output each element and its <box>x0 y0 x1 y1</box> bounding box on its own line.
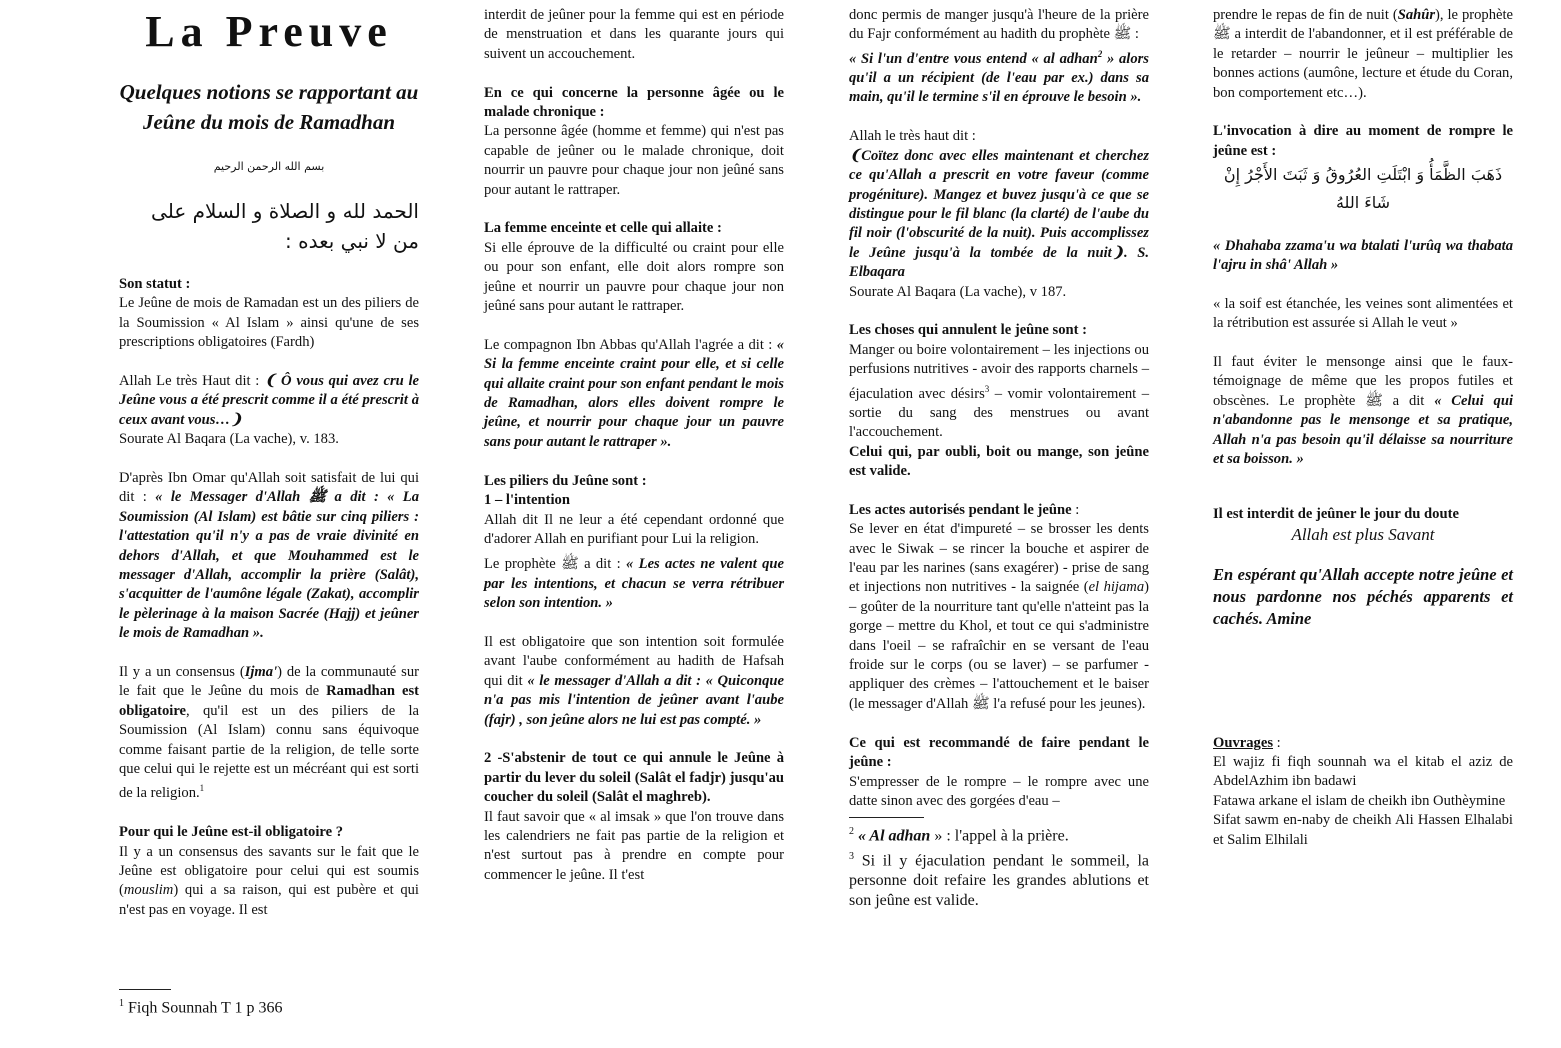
ijma-term: Ijma' <box>244 664 278 681</box>
ouvrage-item: El wajiz fi fiqh sounnah wa el kitab el aziz de AbdelAzhim ibn badawi <box>1213 754 1513 790</box>
verse-187-ref: Sourate Al Baqara (La vache), v 187. <box>849 283 1067 300</box>
ibn-omar-intro: D'après Ibn Omar qu'Allah soit satisfait de lui qui dit : <box>119 470 419 506</box>
ouvrages-heading: Ouvrages <box>1213 734 1273 751</box>
col4-continuation <box>1213 6 1513 103</box>
annule-text-a: Manger ou boire volontairement – les injections ou perfusions nutritives - avoir des rapports charnels – éjaculation avec désirs <box>849 341 1149 402</box>
adhan-hadith <box>849 45 1149 108</box>
recommande-heading: Ce qui est recommandé de faire pendant le jeûne : <box>849 734 1149 771</box>
autorise-heading: Les actes autorisés pendant le jeûne <box>849 501 1072 518</box>
mensonge-paragraph <box>1213 353 1513 469</box>
recommande-paragraph: S'empresser de le rompre – le rompre avec une datte sinon avec des gorgées d'eau – <box>849 773 1149 809</box>
ijma-paragraph <box>119 663 419 804</box>
col4-cont-a: prendre le repas de fin de nuit ( <box>1213 7 1398 23</box>
pilier-1-heading: 1 – l'intention <box>484 492 570 509</box>
mensonge-hadith: « Celui qui n'abandonne pas le mensonge et sa pratique, Allah n'a pas besoin qu'il délaisse sa nourriture et sa boisson. » <box>1213 392 1514 468</box>
footnote-rule <box>119 989 171 990</box>
footnote-2-term: « Al adhan <box>858 827 931 845</box>
autorise-text-b: ) – goûter de la nourriture tant qu'elle n'atteint pas la gorge – mettre du Khol, et tout ce qui s'administre dans l'oeil – se rafraîchir en se versant de l'eau froide sur le corps (ou se laver) – se parfumer - appliquer des crèmes – l'attouchement et le baiser (le messager d'Allah ﷺ l'a refusé pour les jeunes). <box>849 579 1149 712</box>
footnote-2-num: 2 <box>849 826 854 838</box>
ibn-omar-hadith: « le Messager d'Allah ﷺ a dit : « La Soumission (Al Islam) est bâtie sur cinq piliers : l'attestation qu'il n'y a pas de vraie divinité en dehors d'Allah, et que Mouhammed est le messager d'Allah, accomplir la prière (Salât), s'acquitter de l'aumône légale (Zakat), accomplir le pèlerinage à la maison Sacrée (Hajj) et jeûner le mois de Ramadhan ». <box>119 489 420 642</box>
basmala: بسم الله الرحمن الرحيم <box>213 159 325 173</box>
pilier-1-text: Allah dit Il ne leur a été cependant ordonné que d'adorer Allah en purifiant pour Lui la religion. <box>484 511 784 547</box>
autorise-text-a: Se lever en état d'impureté – se brosser les dents avec le Siwak – se rincer la bouche et aspirer de l'eau par les narines (sans exagérer) - prise de sang et injections non nutritives - la saignée ( <box>849 521 1149 596</box>
ijma-text-a: Il y a un consensus ( <box>119 664 245 681</box>
sahur-term: Sahûr <box>1397 7 1436 23</box>
ibn-abbas-hadith: « Si la femme enceinte craint pour elle, et si celle qui allaite craint pour son enfant pendant le mois de Ramadhan, alors elles doivent rompre le jeûne, et nourrir pour chaque jour un pauvre sans pour autant le rattraper ». <box>484 336 784 450</box>
document-title: La Preuve <box>145 7 393 56</box>
verse-187-paragraph <box>849 127 1149 302</box>
enceinte-heading: La femme enceinte et celle qui allaite : <box>484 220 722 237</box>
verse-183-ref: Sourate Al Baqara (La vache), v. 183. <box>119 431 339 448</box>
obligatoire-paragraph <box>119 843 419 921</box>
agee-heading: En ce qui concerne la personne âgée ou le malade chronique : <box>484 84 784 121</box>
column-3 <box>849 6 1149 911</box>
annule-text-b: – vomir volontairement – sortie du sang des menstrues ou avant l'accouchement. <box>849 385 1149 441</box>
footnote-3 <box>849 847 1149 911</box>
footnote-2-text: » : l'appel à la prière. <box>930 827 1069 845</box>
statut-paragraph: Le Jeûne de mois de Ramadan est un des piliers de la Soumission « Al Islam » ainsi qu'une de ses prescriptions obligatoires (Fardh) <box>119 295 419 351</box>
col4-cont-b: ), le prophète ﷺ a interdit de l'abandonner, et il est préférable de le retarder – nourrir le jeûneur – multiplier les bonnes actions (aumône, lecture et étude du Coran, bon comportement etc…). <box>1213 7 1513 101</box>
invocation-translation: « la soif est étanchée, les veines sont alimentées et la rétribution est assurée si Allah le veut » <box>1213 295 1513 332</box>
col2-continuation: interdit de jeûner pour la femme qui est en période de menstruation et dans les quarante jours qui suivent un accouchement. <box>484 7 784 62</box>
footnote-1 <box>119 985 419 1018</box>
intention-hadith-paragraph <box>484 555 784 613</box>
invocation-heading: L'invocation à dire au moment de rompre le jeûne est : <box>1213 123 1513 159</box>
verse-183-text: ❨ Ô vous qui avez cru le Jeûne vous a été prescrit comme il a été prescrit à ceux avant vous…❩ <box>119 372 419 428</box>
document-subtitle: Quelques notions se rapportant au Jeûne du mois de Ramadhan <box>119 80 419 135</box>
pilier-2-heading: 2 -S'abstenir de tout ce qui annule le Jeûne à partir du lever du soleil (Salât el fadjr) jusqu'au coucher du soleil (Salât el maghreb). <box>484 750 784 806</box>
ijma-text-b: ) de la communauté sur le fait que le Jeûne du mois de <box>119 664 419 700</box>
footnote-ref-2: 2 <box>1097 48 1103 59</box>
footnote-ref-3: 3 <box>984 383 990 394</box>
oubli-statement: Celui qui, par oubli, boit ou mange, son jeûne est valide. <box>849 443 1149 480</box>
verse-187-text: ❨Coïtez donc avec elles maintenant et cherchez ce qu'Allah a prescrit en votre faveur (comme progéniture). Mangez et buvez jusqu'à ce que se distingue pour le fil blanc (la clarté) de l'aube du fil noir (l'obscurité de la nuit). Puis accomplissez le Jeûne jusqu'à la tombée de la nuit❩. S. Elbaqara <box>849 147 1149 281</box>
annule-heading: Les choses qui annulent le jeûne sont : <box>849 322 1087 339</box>
intention-hadith-intro: Le prophète ﷺ a dit : <box>484 556 621 573</box>
ibn-omar-paragraph <box>119 469 419 644</box>
imsak-paragraph: Il faut savoir que « al imsak » que l'on trouve dans les calendriers ne fait pas partie de la religion et n'est surtout pas à prendre en compte pour commencer le jeûne. Il t'est <box>484 808 784 883</box>
mensonge-intro: Il faut éviter le mensonge ainsi que le faux-témoignage de même que les propos futiles et obscènes. Le prophète ﷺ a dit <box>1213 354 1513 409</box>
piliers-heading: Les piliers du Jeûne sont : <box>484 472 647 489</box>
ijma-text-c: , qu'il est un des piliers de la Soumission (Al Islam) connu sans équivoque comme faisant partie de la religion, de telle sorte que celui qui le rejette est un mécréant qui est sorti de la religion. <box>119 702 419 802</box>
agee-paragraph: La personne âgée (homme et femme) qui n'est pas capable de jeûner ou le malade chronique, doit nourrir un pauvre pour chaque jour non jeûné sans pour autant le rattraper. <box>484 123 784 198</box>
ouvrages-heading-line <box>1213 734 1513 753</box>
ouvrage-item: Sifat sawm en-naby de cheikh Ali Hassen Elhalabi et Salim Elhilali <box>1213 812 1513 848</box>
enceinte-paragraph: Si elle éprouve de la difficulté ou craint pour elle ou pour son enfant, elle doit alors rompre son jeûne et nourrir un pauvre pour chaque jour non jeûné sans pour autant le rattraper. <box>484 239 784 315</box>
intention-hadith-text: « Les actes ne valent que par les intentions, et chacun se verra rétribuer selon son intention. » <box>484 556 784 612</box>
autorise-paragraph <box>849 520 1149 714</box>
footnote-ref-1: 1 <box>199 783 205 794</box>
savant-statement: Allah est plus Savant <box>1291 524 1435 544</box>
hafsah-intro: Il est obligatoire que son intention soit formulée avant l'aube conformément au hadith de Hafsah qui dit <box>484 633 784 689</box>
ouvrages-colon: : <box>1273 734 1281 751</box>
arabic-intro: الحمد لله و الصلاة و السلام على من لا نبي بعده : <box>151 198 419 253</box>
verse-183-intro: Allah Le très Haut dit : <box>119 372 260 389</box>
column-1 <box>119 6 419 920</box>
closing-prayer: En espérant qu'Allah accepte notre jeûne et nous pardonne nos péchés apparents et cachés. Amine <box>1213 564 1513 628</box>
verse-187-intro: Allah le très haut dit : <box>849 128 976 145</box>
ijma-bold: Ramadhan est obligatoire <box>119 683 420 719</box>
footnote-2 <box>849 822 1149 846</box>
ouvrage-item: Fatawa arkane el islam de cheikh ibn Outhèymine <box>1213 792 1506 809</box>
oblig-text-a: Il y a un consensus des savants sur le fait que le Jeûne est obligatoire pour celui qui est soumis ( <box>119 843 419 899</box>
footnote-1-text: Fiqh Sounnah T 1 p 366 <box>128 999 283 1017</box>
footnote-1-num: 1 <box>119 998 124 1009</box>
ibn-abbas-paragraph <box>484 336 784 452</box>
invocation-transliteration: « Dhahaba zzama'u wa btalati l'urûq wa thabata l'ajru in shâ' Allah » <box>1213 237 1513 274</box>
ibn-abbas-intro: Le compagnon Ibn Abbas qu'Allah l'agrée a dit : <box>484 336 773 353</box>
hafsah-paragraph <box>484 633 784 730</box>
column-2 <box>484 6 784 885</box>
oblig-term: mouslim <box>123 882 174 899</box>
footnote-3-num: 3 <box>849 850 854 862</box>
autorise-heading-line <box>849 501 1149 520</box>
col3-continuation: donc permis de manger jusqu'à l'heure de la prière du Fajr conformément au hadith du prophète ﷺ : <box>849 7 1149 43</box>
obligatoire-heading: Pour qui le Jeûne est-il obligatoire ? <box>119 824 344 841</box>
autorise-term: el hijama <box>1088 579 1145 596</box>
footnote-3-text: Si il y éjaculation pendant le sommeil, la personne doit refaire les grandes ablutions et son jeûne est valide. <box>849 851 1149 909</box>
adhan-text-b: » alors qu'il a un récipient (de l'eau par ex.) dans sa main, qu'il le termine s'il en éprouve le besoin ». <box>849 50 1149 106</box>
verse-183-paragraph <box>119 372 419 450</box>
doute-statement: Il est interdit de jeûner le jour du doute <box>1213 506 1459 523</box>
adhan-text-a: « Si l'un d'entre vous entend « al adhan <box>849 50 1098 67</box>
hafsah-hadith: « le messager d'Allah a dit : « Quiconque n'a pas mis l'intention de jeûner avant l'aube (fajr) , son jeûne alors ne lui est pas compté. » <box>484 672 785 728</box>
annule-paragraph <box>849 341 1149 443</box>
column-4 <box>1213 6 1513 850</box>
invocation-arabic: ذَهَبَ الظَّمَأُ وَ ابْتَلَتِ العُرُوقُ وَ ثَبَتَ الأَجْرُ إِنْ شَاءَ اللهُ <box>1223 165 1503 213</box>
footnote-rule-col3 <box>849 817 924 818</box>
statut-heading: Son statut : <box>119 275 191 292</box>
autorise-colon: : <box>1071 501 1080 518</box>
oblig-text-b: ) qui a sa raison, qui est pubère et qui n'est pas en voyage. Il est <box>119 882 419 918</box>
